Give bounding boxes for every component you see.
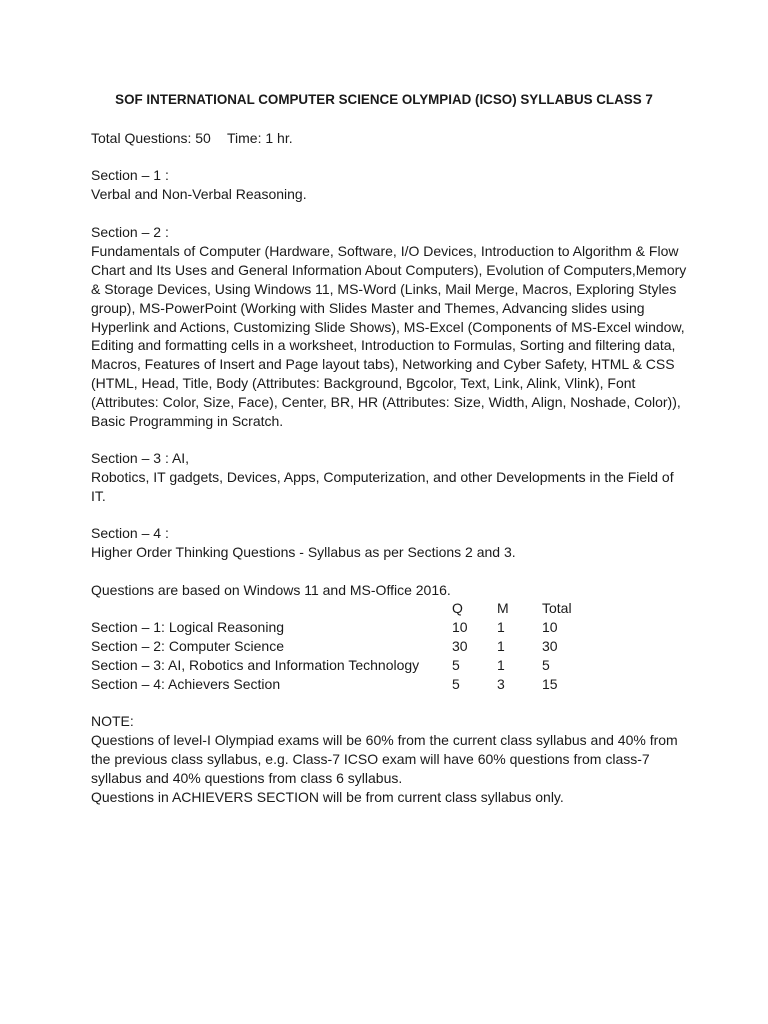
table-row [91, 637, 691, 656]
table-cell: Section – 3: AI, Robotics and Information Technology [91, 657, 420, 673]
section-1-heading: Section – 1 : [91, 167, 169, 183]
section-3-line: IT. [91, 487, 106, 504]
section-2-line: Basic Programming in Scratch. [91, 413, 284, 430]
total-questions: Total Questions: 50 [91, 130, 211, 146]
table-header-cell: Total [542, 600, 572, 616]
section-4 [91, 524, 686, 562]
table-cell: 15 [542, 676, 558, 692]
table-row [91, 656, 691, 675]
table-cell: Section – 1: Logical Reasoning [91, 619, 285, 635]
based-on-text: Questions are based on Windows 11 and MS-Office 2016. [91, 582, 451, 598]
note-heading: NOTE: [91, 713, 134, 729]
marks-table-header [91, 599, 691, 618]
table-cell: 30 [542, 638, 558, 654]
table-cell: 30 [452, 638, 468, 654]
document-title: SOF INTERNATIONAL COMPUTER SCIENCE OLYMPIAD (ICSO) SYLLABUS CLASS 7 [115, 92, 653, 107]
section-2-line: (HTML, Head, Title, Body (Attributes: Background, Bgcolor, Text, Link, Alink, Vlink), Font [91, 375, 636, 392]
section-2-line: & Storage Devices, Using Windows 11, MS-Word (Links, Mail Merge, Macros, Exploring Styles [91, 280, 677, 297]
table-cell: 5 [452, 657, 460, 673]
table-cell: 5 [452, 676, 460, 692]
table-cell: 10 [542, 619, 558, 635]
note-block [91, 712, 686, 807]
section-3-heading: Section – 3 : AI, [91, 450, 190, 466]
section-3-line: Robotics, IT gadgets, Devices, Apps, Computerization, and other Developments in the Field of [91, 468, 674, 485]
note-line: the previous class syllabus, e.g. Class-7 ICSO exam will have 60% questions from class-7 [91, 750, 650, 767]
section-2-line: Editing and formatting cells in a worksheet, Introduction to Formulas, Sorting and filtering data, [91, 337, 676, 354]
section-2-heading: Section – 2 : [91, 224, 169, 240]
section-4-heading: Section – 4 : [91, 525, 169, 541]
section-1 [91, 166, 686, 204]
note-line: Questions of level-I Olympiad exams will be 60% from the current class syllabus and 40% from [91, 731, 678, 748]
table-cell: 3 [497, 676, 505, 692]
section-2-line: Macros, Features of Insert and Page layout tabs), Networking and Cyber Safety, HTML & CSS [91, 356, 675, 373]
note-line: Questions in ACHIEVERS SECTION will be from current class syllabus only. [91, 788, 564, 805]
section-2 [91, 223, 686, 431]
table-row [91, 618, 691, 637]
table-cell: 1 [497, 657, 505, 673]
section-4-line: Higher Order Thinking Questions - Syllabus as per Sections 2 and 3. [91, 543, 516, 560]
note-line: syllabus and 40% questions from class 6 syllabus. [91, 769, 403, 786]
exam-time: Time: 1 hr. [227, 130, 293, 146]
section-1-line: Verbal and Non-Verbal Reasoning. [91, 185, 307, 202]
exam-meta [91, 129, 691, 148]
section-2-line: Hyperlink and Actions, Customizing Slide Shows), MS-Excel (Components of MS-Excel window, [91, 318, 685, 335]
section-2-line: Chart and Its Uses and General Information About Computers), Evolution of Computers,Memory [91, 261, 687, 278]
table-cell: 5 [542, 657, 550, 673]
table-header-cell: Q [452, 600, 463, 616]
section-2-line: Fundamentals of Computer (Hardware, Software, I/O Devices, Introduction to Algorithm & Flow [91, 242, 679, 259]
table-header-cell: M [497, 600, 509, 616]
table-row [91, 675, 691, 694]
table-cell: 1 [497, 619, 505, 635]
table-cell: Section – 4: Achievers Section [91, 676, 281, 692]
table-cell: 10 [452, 619, 468, 635]
section-3 [91, 449, 686, 506]
section-2-line: group), MS-PowerPoint (Working with Slides Master and Themes, Advancing slides using [91, 299, 645, 316]
table-cell: 1 [497, 638, 505, 654]
section-2-line: (Attributes: Color, Size, Face), Center, BR, HR (Attributes: Size, Width, Align, Noshade, Color)), [91, 394, 681, 411]
table-cell: Section – 2: Computer Science [91, 638, 284, 654]
